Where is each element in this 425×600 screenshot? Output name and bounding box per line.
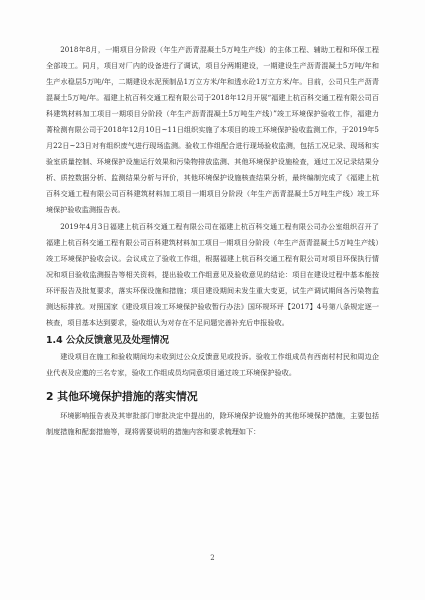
body-paragraph-project-status: 2018年8月，一期项目分阶段（年生产沥青混凝土5万吨生产线）的主体工程、辅助工程和环保工程全部竣工。同月，项目对厂内的设备进行了调试，项目分两期建设，一期建设生产沥青混凝土5万吨/年和生产水稳层5万吨/年，二期建设水泥预制品1万立方米/年和透水砼1万立方米/年。目前，公司只生产沥青混凝土5万吨/年。福建上杭百科交通工程有限公司于2018年12月开展“福建上杭百科交通工程有限公司百科建筑材料加工项目一期项目分阶段（年生产沥青混凝土5万吨生产线）”竣工环境保护验收工作，福建力菁检测有限公司于2018年12月10日~11日组织实施了本项目的竣工环境保护验收监测工作，于2019年5月22日~23日对有组织废气进行现场监测。验收工作组配合进行现场验收监测，包括工况记录、现场和实验室质量控制、环境保护设施运行效果和污染物排放监测、其他环境保护设施检查，通过工况记录结果分析、质控数据分析、监测结果分析与评价，其他环境保护设施核查结果分析，最终编制完成了《福建上杭百科交通工程有限公司百科建筑材料加工项目一期项目分阶段（年生产沥青混凝土5万吨生产线）竣工环境保护验收监测报告表。 (46, 45, 379, 215)
section-heading-other-measures: 2 其他环境保护措施的落实情况 (46, 389, 198, 403)
body-paragraph-acceptance-meeting: 2019年4月3日福建上杭百科交通工程有限公司在福建上杭百科交通工程有限公司办公室组织召开了福建上杭百科交通工程有限公司百科建筑材料加工项目一期项目分阶段（年生产沥青混凝土5万吨生产线）竣工环境保护验收会议。会议成立了验收工作组，根据福建上杭百科交通工程有限公司对项目环保执行情况和项目验收监测报告等相关资料，提出验收工作组意见及验收意见的结论：项目在建设过程中基本能按环评报告及批复要求，落实环保设施和措施；项目建设期间未发生重大变更，试生产调试期间各污染物监测达标排放。对照国家《建设项目竣工环境保护验收暂行办法》国环规环评【2017】4号第八条规定逐一核查，项目基本达到要求，验收组认为对存在不足问题完善补充后申报验收。 (46, 221, 379, 327)
page-content (46, 42, 379, 440)
body-paragraph-other-measures: 环境影响报告表及其审批部门审批决定中提出的，除环境保护设施外的其他环境保护措施，主要包括制度措施和配套措施等，现将需要说明的措施内容和要求梳理如下： (46, 410, 379, 436)
page-number: 2 (210, 554, 215, 562)
body-paragraph-public-feedback: 建设项目在施工和验收期间均未收到过公众反馈意见或投诉。验收工作组成员有西南村村民和周边企业代表及应邀的三名专家，验收工作组成员均同意项目通过竣工环境保护验收。 (46, 351, 379, 377)
section-heading-public-feedback: 1.4 公众反馈意见及处理情况 (46, 334, 169, 346)
